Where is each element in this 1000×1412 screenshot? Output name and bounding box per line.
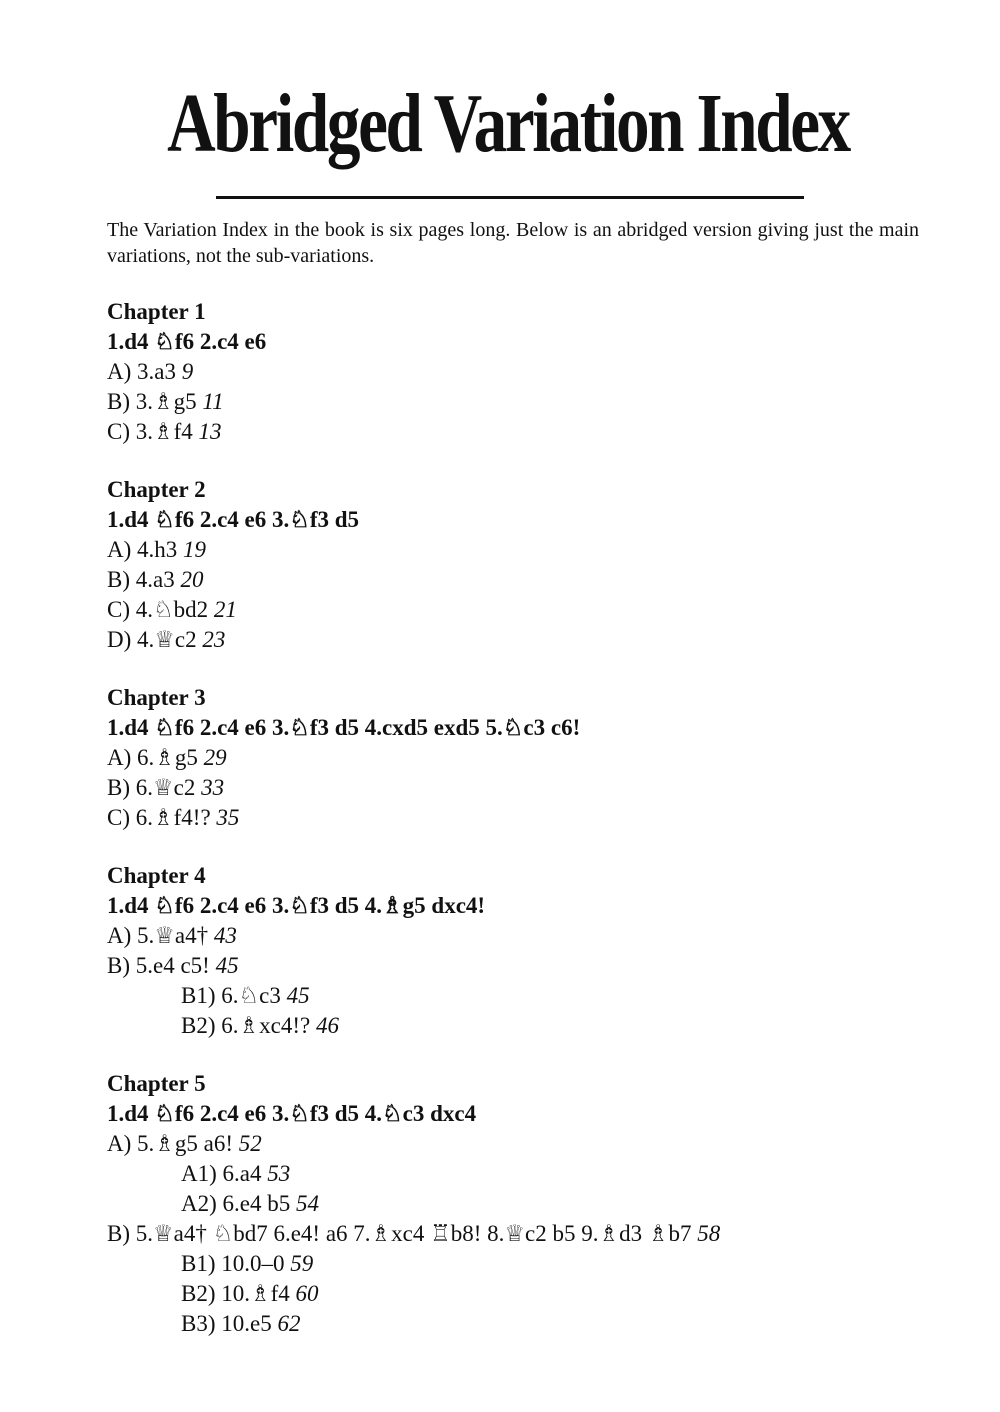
page-number: 19 <box>183 537 207 562</box>
variation-entry <box>107 535 967 565</box>
page-number: 59 <box>290 1251 314 1276</box>
chapter-main-line: 1.d4 ♘f6 2.c4 e6 3.♘f3 d5 4.♗g5 dxc4! <box>107 893 486 918</box>
variation-moves: B1) 10.0–0 <box>181 1251 285 1276</box>
sub-variation-entry <box>107 1279 967 1309</box>
variation-entry <box>107 951 967 981</box>
page-number: 58 <box>697 1221 721 1246</box>
chapter-main-line: 1.d4 ♘f6 2.c4 e6 3.♘f3 d5 4.cxd5 exd5 5.♘c3 c6! <box>107 715 581 740</box>
variation-moves: C) 4.♘bd2 <box>107 597 209 622</box>
page-number: 60 <box>295 1281 319 1306</box>
chapter-heading: Chapter 2 <box>107 477 206 502</box>
chapter-heading: Chapter 1 <box>107 299 206 324</box>
variation-entry <box>107 1219 967 1249</box>
variation-moves: B2) 6.♗xc4!? <box>181 1013 311 1038</box>
variation-moves: A) 5.♕a4† <box>107 923 209 948</box>
variation-moves: B2) 10.♗f4 <box>181 1281 290 1306</box>
variation-moves: B1) 6.♘c3 <box>181 983 281 1008</box>
page-number: 52 <box>238 1131 262 1156</box>
variation-entry <box>107 625 967 655</box>
variation-entry <box>107 743 967 773</box>
chapter-section <box>107 1069 967 1339</box>
variation-moves: A) 5.♗g5 a6! <box>107 1131 234 1156</box>
intro-paragraph: The Variation Index in the book is six pages long. Below is an abridged version giving just the main variations, not the sub-variations. <box>107 219 919 267</box>
sub-variation-entry <box>107 1309 967 1339</box>
variation-entry <box>107 773 967 803</box>
page-number: 62 <box>277 1311 301 1336</box>
variation-entry <box>107 921 967 951</box>
chapter-section <box>107 683 967 833</box>
sub-variation-entry <box>107 1249 967 1279</box>
variation-moves: A) 3.a3 <box>107 359 176 384</box>
variation-entry <box>107 595 967 625</box>
variation-moves: C) 6.♗f4!? <box>107 805 211 830</box>
page-number: 54 <box>295 1191 319 1216</box>
page-number: 29 <box>203 745 227 770</box>
page-number: 21 <box>213 597 237 622</box>
page-number: 23 <box>202 627 226 652</box>
chapter-heading: Chapter 5 <box>107 1071 206 1096</box>
chapter-heading: Chapter 3 <box>107 685 206 710</box>
page-number: 33 <box>201 775 225 800</box>
chapter-section <box>107 475 967 655</box>
variation-entry <box>107 803 967 833</box>
page-title: Abridged Variation Index <box>167 77 849 170</box>
chapter-heading: Chapter 4 <box>107 863 206 888</box>
page-number: 45 <box>215 953 239 978</box>
variation-entry <box>107 417 967 447</box>
chapter-section <box>107 861 967 1041</box>
page-number: 13 <box>198 419 222 444</box>
variation-entry <box>107 565 967 595</box>
variation-moves: B) 5.e4 c5! <box>107 953 210 978</box>
page-number: 9 <box>181 359 194 384</box>
page-number: 45 <box>286 983 310 1008</box>
variation-entry <box>107 357 967 387</box>
variation-moves: A2) 6.e4 b5 <box>181 1191 291 1216</box>
page-number: 53 <box>267 1161 291 1186</box>
chapter-main-line: 1.d4 ♘f6 2.c4 e6 3.♘f3 d5 4.♘c3 dxc4 <box>107 1101 477 1126</box>
variation-moves: D) 4.♕c2 <box>107 627 197 652</box>
variation-moves: C) 3.♗f4 <box>107 419 193 444</box>
variation-moves: A) 4.h3 <box>107 537 178 562</box>
page-number: 20 <box>180 567 204 592</box>
variation-moves: A1) 6.a4 <box>181 1161 262 1186</box>
sub-variation-entry <box>107 1159 967 1189</box>
page-number: 11 <box>202 389 224 414</box>
sub-variation-entry <box>107 1189 967 1219</box>
variation-moves: B3) 10.e5 <box>181 1311 272 1336</box>
sub-variation-entry <box>107 1011 967 1041</box>
variation-moves: B) 5.♕a4† ♘bd7 6.e4! a6 7.♗xc4 ♖b8! 8.♕c2 b5 9.♗d3 ♗b7 <box>107 1221 692 1246</box>
chapter-main-line: 1.d4 ♘f6 2.c4 e6 3.♘f3 d5 <box>107 507 360 532</box>
chapter-section <box>107 297 967 447</box>
page-number: 35 <box>216 805 240 830</box>
chapter-list <box>107 297 967 1367</box>
variation-entry <box>107 1129 967 1159</box>
variation-moves: B) 6.♕c2 <box>107 775 196 800</box>
chapter-main-line: 1.d4 ♘f6 2.c4 e6 <box>107 329 267 354</box>
variation-moves: A) 6.♗g5 <box>107 745 198 770</box>
title-divider <box>216 196 804 199</box>
page-number: 43 <box>213 923 237 948</box>
sub-variation-entry <box>107 981 967 1011</box>
variation-entry <box>107 387 967 417</box>
variation-moves: B) 3.♗g5 <box>107 389 197 414</box>
page-number: 46 <box>315 1013 339 1038</box>
variation-moves: B) 4.a3 <box>107 567 175 592</box>
